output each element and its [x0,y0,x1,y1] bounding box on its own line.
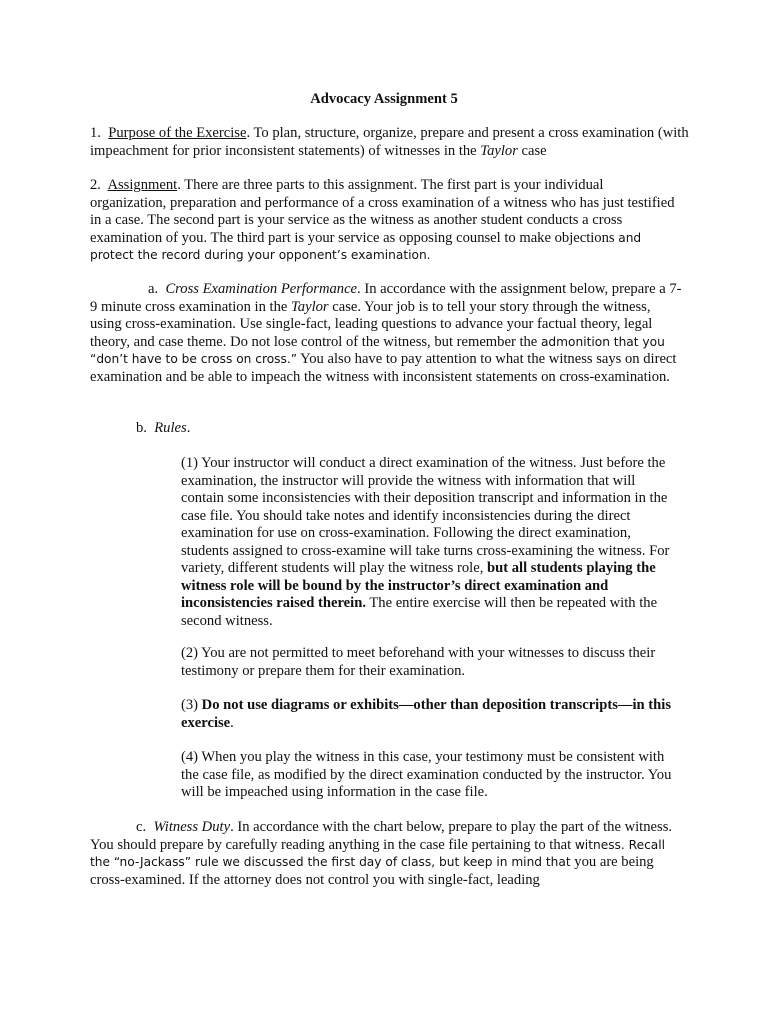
section-1-heading: Purpose of the Exercise [108,125,247,141]
section-2-heading: Assignment [107,177,178,193]
section-a-cross-examination [90,281,682,386]
section-b-heading: Rules [154,420,187,436]
rule-4 [181,749,681,802]
rule-3-number: (3) [181,697,202,713]
section-c-text-1: . In accordance with the chart below, prepare to play the part of the witness. You should prepare by carefully reading anything in the case file pertaining to that [90,819,673,853]
section-a-text-sans: admonition that you “don’t have to be cross on cross.” [90,334,665,366]
section-a-heading: Cross Examination Performance [165,281,358,297]
section-2-text-sans: and protect the record during your opponent’s examination. [90,230,642,262]
section-b-period: . [186,420,191,436]
section-c-text-sans: witness. Recall the “no-Jackass” rule we discussed the first day of class, but keep in mind that [90,837,666,869]
rule-1-bold-text: but all students playing the witness role will be bound by the instructor’s direct examination and inconsistencies raised therein. [181,560,656,611]
rule-1 [181,455,681,630]
section-c-label: c. [136,819,147,835]
rule-4-text: (4) When you play the witness in this case, your testimony must be consistent with the case file, as modified by the direct examination conducted by the instructor. You will be impeached using information in the case file. [181,749,672,800]
rule-2-text: (2) You are not permitted to meet beforehand with your witnesses to discuss their testimony or prepare them for their examination. [181,645,656,679]
section-1-text: . To plan, structure, organize, prepare and present a cross examination (with impeachment for prior inconsistent statements) of witnesses in the [90,125,689,159]
section-b-label: b. [136,420,147,436]
section-a-label: a. [148,281,159,297]
section-a-text-3: You also have to pay attention to what the witness says on direct examination and be able to impeach the witness with inconsistent statements on cross-examination. [90,351,677,385]
rule-3-period: . [230,714,234,731]
rule-1-text: (1) Your instructor will conduct a direct examination of the witness. Just before the examination, the instructor will provide the witness with information that will contain some inconsistencies with their deposition transcript and information in the case file. You should take notes and identify inconsistencies during the direct examination for use on cross-examination. Following the direct examination, students assigned to cross-examine will take turns cross-examining the witness. For variety, different students will play the witness role, [181,455,670,576]
section-a-text-2: case. Your job is to tell your story through the witness, using cross-examination. Use single-fact, leading questions to advance your factual theory, legal theory, and case theme. Do not lose control of the witness, but remember the [90,298,653,350]
section-2-text: . There are three parts to this assignment. The first part is your individual organization, preparation and performance of a cross examination of a witness who has just testified in a case. The second part is your service as the witness as another student conducts a cross examination of you. The third part is your service as opposing counsel to make objections [90,177,675,246]
section-b-rules [136,420,636,438]
rule-1-text-end: The entire exercise will then be repeated with the second witness. [181,595,658,629]
rule-3 [181,697,681,732]
section-2-assignment [90,177,678,265]
section-1-number: 1. [90,125,101,141]
section-c-witness-duty [90,819,678,889]
document-title: Advocacy Assignment 5 [310,91,458,107]
section-a-text-1: . In accordance with the assignment below, prepare a 7-9 minute cross examination in the [90,281,682,315]
rule-3-bold-text: Do not use diagrams or exhibits—other than deposition transcripts—in this exercise [181,697,672,731]
rule-2 [181,645,681,680]
section-1-case-name: Taylor [480,142,518,159]
section-1-text-end: case [517,142,547,159]
section-2-number: 2. [90,177,101,193]
section-c-heading: Witness Duty [153,819,231,835]
section-c-text-2: you are being cross-examined. If the attorney does not control you with single-fact, leading [90,854,654,888]
section-a-case-name: Taylor [291,298,329,315]
section-1-purpose [90,125,690,160]
